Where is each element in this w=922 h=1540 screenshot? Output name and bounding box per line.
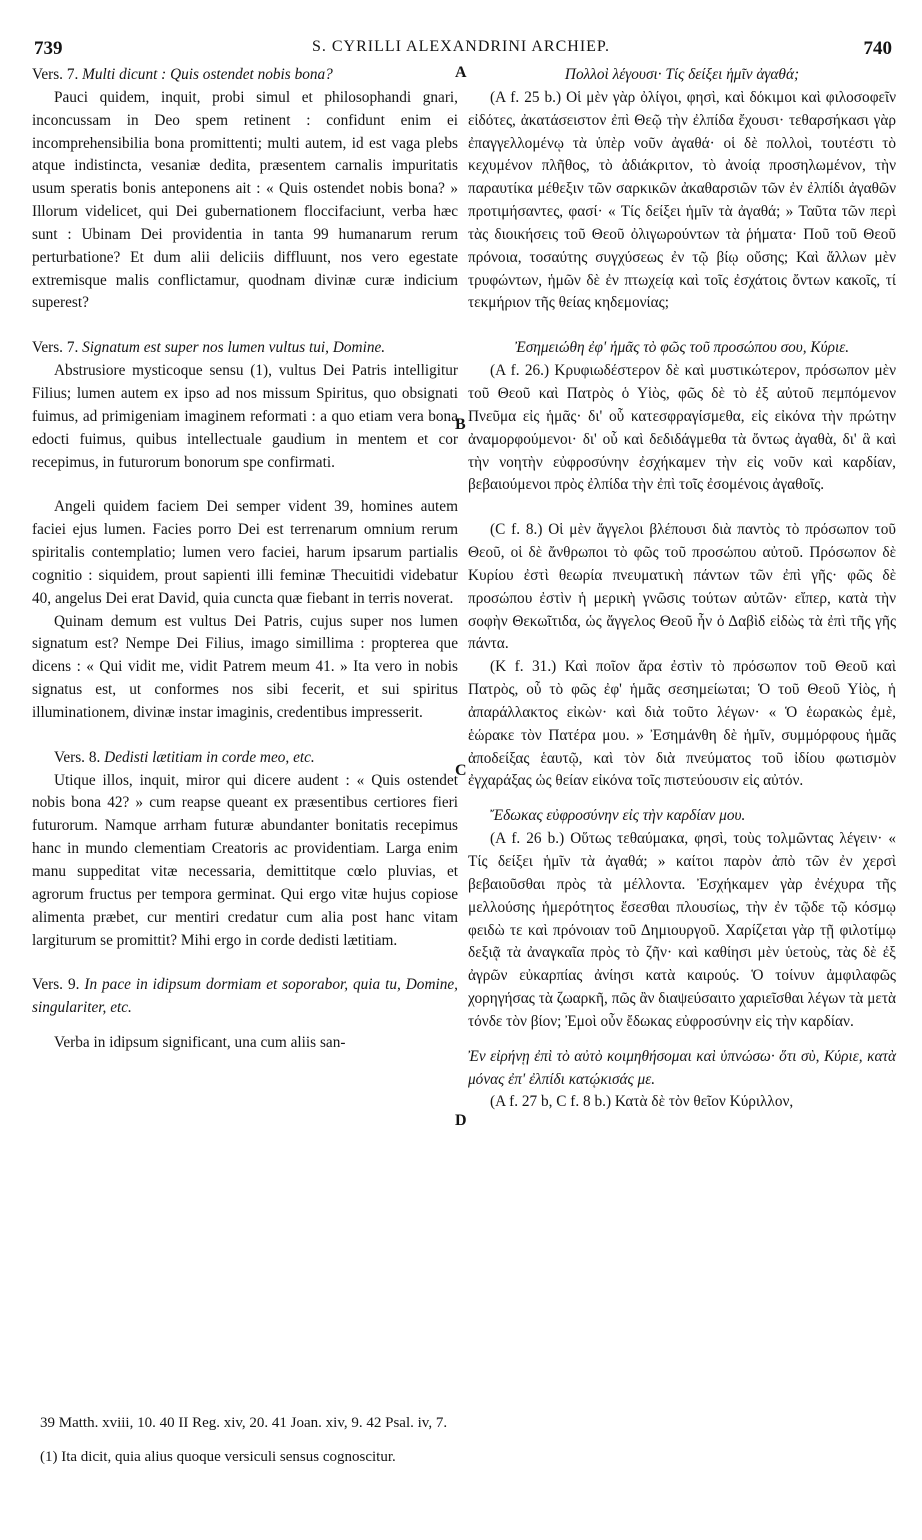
latin-paragraph: Abstrusiore mysticoque sensu (1), vultus Dei Patris intelligitur Filius; lumen autem ex ipso ad nos missum Spiritus, quo obsignati fuimus, ad primigeniam imaginem reformati : a quo etiam vera bona edocti fuimus, quibus intellectuale gaudium in mentem et cor recepimus, in futurorum bonorum spe confirmati.: [32, 362, 458, 471]
greek-paragraph: (A f. 26.) Κρυφιωδέστερον δὲ καὶ μυστικώτερον, πρόσωπον μὲν τοῦ Θεοῦ καὶ Πατρὸς ὁ Υἱὸς, φῶς δὲ τὸ ἐξ αὐτοῦ πεμπόμενον Πνεῦμα εἰς ἡμᾶς· δι' οὗ κατεσφραγίσμεθα, εἰς εἰκόνα τὴν πρώτην ἀναμορφούμενοι· δι' οὗ καὶ δεδιδάγμεθα τὰ ὄντως ἀγαθὰ, δι' ἃ καὶ τὴν νοητὴν εὐφροσύνην ἐσχήκαμεν τὴν εἰς νοῦν καὶ καρδίαν, βεβαιούμενοι πρὸς ἐλπίδα τὴν ἐπὶ τοῖς ἐσομένοις ἀγαθοῖς.: [468, 362, 896, 494]
greek-verse-heading: Ἐσημειώθη ἐφ' ἡμᾶς τὸ φῶς τοῦ προσώπου σου, Κύριε.: [514, 339, 850, 357]
greek-verse-heading: Πολλοὶ λέγουσι· Τίς δείξει ἡμῖν ἀγαθά;: [564, 66, 800, 83]
latin-verse-heading: [32, 337, 458, 360]
right-page-number: 740: [863, 38, 892, 59]
running-title: S. CYRILLI ALEXANDRINI ARCHIEP.: [311, 38, 611, 55]
greek-column: [468, 64, 896, 1114]
greek-paragraph: (K f. 31.) Καὶ ποῖον ἄρα ἐστὶν τὸ πρόσωπον τοῦ Θεοῦ καὶ Πατρὸς, οὗ τὸ φῶς ἐφ' ἡμᾶς σεσημείωται; Ὁ τοῦ Θεοῦ Υἱὸς, ἡ ἀπαράλλακτος εἰκὼν· καὶ διὰ τοῦτο λέγων· « Ὁ ἑωρακὼς ἐμὲ, ἑώρακε τὸν Πατέρα μου. » Ἐσημάνθη δὲ ἡμῖν, συμμόρφους ἡμᾶς ἀποδείξας ἑαυτῷ, καὶ τὸν διὰ πνεύματος τοῦ ἰδίου φωτισμὸν ἐγχαράξας ὡς θείαν εἰκόνα τοῖς πιστεύουσιν εἰς αὐτόν.: [468, 658, 896, 790]
footnote-note: (1) Ita dicit, quia alius quoque versiculi sensus cognoscitur.: [40, 1449, 396, 1465]
latin-verse-heading: [32, 64, 458, 87]
verse-text: Signatum est super nos lumen vultus tui, Domine.: [82, 339, 386, 357]
latin-column: [32, 64, 458, 1055]
latin-verse-heading: [32, 974, 458, 1020]
verse-text: In pace in idipsum dormiam et soporabor, quia tu, Domine, singulariter, etc.: [32, 976, 459, 1017]
margin-mark-c: C: [455, 762, 467, 779]
margin-mark-b: B: [455, 416, 466, 433]
latin-verse-heading: [32, 747, 458, 770]
greek-verse-heading: Ἔδωκας εὐφροσύνην εἰς τὴν καρδίαν μου.: [490, 807, 746, 825]
latin-paragraph: Verba in idipsum significant, una cum aliis san-: [54, 1034, 346, 1052]
verse-label: Vers. 7.: [32, 339, 79, 357]
margin-mark-a: A: [455, 64, 467, 81]
greek-paragraph: (A f. 26 b.) Οὕτως τεθαύμακα, φησὶ, τοὺς τολμῶντας λέγειν· « Τίς δείξει ἡμῖν τὰ ἀγαθά; » καίτοι παρὸν ἀπὸ τῶν ἐν χερσὶ βεβαιοῦσθαι πρὸς τὰ μέλλοντα. Ἐσχήκαμεν γὰρ ἐνέχυρα τῆς μελλούσης ἡμερότητος ἔσεσθαι πλουσίως, τὴν ἐν τῷδε τῷ κόσμῳ φειδὼ τε καὶ πρόνοιαν τοῦ Δημιουργοῦ. Χαρίζεται γὰρ τῇ φιλοτίμῳ δεξιᾷ τὰ ἀναγκαῖα πρὸς τὸ ζῆν· καὶ καθίησι μὲν ὑετοὺς, τὰς δὲ ἐξ ἀγρῶν εὐκαρπίας ἀνίησι κατὰ καιρούς. Ὁ τοίνυν ἀμφιλαφῶς χορηγήσας τὰ ζωαρκῆ, πῶς ἂν διαψεύσαιτο χαριεῖσθαι λέγων τὰ μετὰ τόνδε τὸν βίον; Ἐμοὶ οὖν ἔδωκας εὐφροσύνην εἰς τὴν καρδίαν.: [468, 830, 896, 1030]
footnote-references: 39 Matth. xviii, 10. 40 II Reg. xiv, 20. 41 Joan. xiv, 9. 42 Psal. iv, 7.: [40, 1415, 448, 1431]
verse-label: Vers. 7.: [32, 66, 79, 83]
latin-paragraph: Angeli quidem faciem Dei semper vident 39, homines autem faciei ejus lumen. Facies porro Dei est terrenarum omnium rerum spiritalis contemplatio; lumen vero faciei, harum ipsarum partialis cognitio : siquidem, prout sapienti illi feminæ Thecuitidi videbatur 40, angelus Dei erat David, quia cuncta quæ fiebant in terris noverat.: [32, 498, 458, 607]
verse-text: Dedisti lætitiam in corde meo, etc.: [104, 748, 315, 766]
latin-paragraph: Quinam demum est vultus Dei Patris, cujus super nos lumen signatum est? Nempe Dei Filius, imago simillima : propterea que dicens : « Qui vidit me, vidit Patrem meum 41. » Ita vero in nobis signatus est, ut conformes nos sibi fecerit, et sui spiritus illuminationem, divinæ instar imaginis, credentibus impresserit.: [32, 612, 458, 721]
greek-paragraph: (A f. 25 b.) Οἱ μὲν γὰρ ὀλίγοι, φησὶ, καὶ δόκιμοι καὶ φιλοσοφεῖν εἰδότες, ἀκατάσειστον ἐπὶ Θεῷ τὴν ἐλπίδα ἔχουσι· τεθαρσήκασι γὰρ ἐπαγγελλομένῳ τὰ ὑπὲρ νοῦν ἀγαθά· οἱ δὲ πολλοὶ, τουτέστι τὸ κεχυμένον πλῆθος, τὸ ἀδιάκριτον, τὸ ἀνοίᾳ προσηλωμένον, τὴν παραυτίκα μέθεξιν τῶν σαρκικῶν ἀκαθαρσιῶν τῶν ἐν ἐλπίδι ἀγαθῶν προτιμήσαντες, φασί· « Τίς δείξει ἡμῖν τὰ ἀγαθά; » Ταῦτα τῶν περὶ τὰς διοικήσεις τοῦ Θεοῦ ὀλιγωρούντων τὰ ῥήματα· Ποῦ τοῦ Θεοῦ πρόνοια, τοσαύτης συγχύσεως ἐν τῷ βίῳ οὔσης; Καὶ ἄλλων μὲν τρυφώντων, ἡμῶν δὲ ἐν πτωχείᾳ καὶ τοῖς ἐσχάτοις ὄντων κακοῖς, τί τεκμήριον τῆς θείας κηδεμονίας;: [468, 88, 896, 312]
verse-text: Multi dicunt : Quis ostendet nobis bona?: [82, 66, 333, 83]
latin-paragraph: Utique illos, inquit, miror qui dicere audent : « Quis ostendet nobis bona 42? » cum reapse queant ex præsentibus certiores fieri futurorum. Namque arrham futuræ abundanter bonitatis recepimus hanc in mundo clementiam Creatoris ac providentiam. Larga enim manu suppeditat vitæ necessaria, demittitque cœlo pluvias, et agrorum fructus per tempora germinat. Qui ergo vitæ hujus copiose alimenta præbet, cur mentiri credatur cum alia post hanc vitam largiturum se promittit? Mihi ergo in corde dedisti lætitiam.: [32, 771, 458, 949]
left-page-number: 739: [34, 38, 63, 59]
latin-paragraph: Pauci quidem, inquit, probi simul et philosophandi gnari, inconcussam in Deo spem retinent : confidunt enim ei incomprehensibilia bona promittenti; multi autem, id est vaga plebs atque indistincta, vesaniæ dedita, præsentem carnalis impuritatis usum speratis bonis anteponens ait : « Quis ostendet nobis bona? » Illorum videlicet, qui Dei gubernationem floccifaciunt, verba hæc sunt : Ubinam Dei providentia in tanta 99 humanarum rerum perturbatione? Et dum alii deliciis diffluunt, nos vero egestate extremisque malis conflictamur, quodnam divinæ curæ indicium superest?: [32, 88, 458, 312]
greek-verse-heading: Ἐν εἰρήνῃ ἐπὶ τὸ αὐτὸ κοιμηθήσομαι καὶ ὑπνώσω· ὅτι σὺ, Κύριε, κατὰ μόνας ἐπ' ἐλπίδι κατῴκισάς με.: [468, 1047, 896, 1088]
margin-mark-d: D: [455, 1112, 467, 1129]
greek-paragraph: (A f. 27 b, C f. 8 b.) Κατὰ δὲ τὸν θεῖον Κύριλλον,: [490, 1093, 794, 1111]
greek-paragraph: (C f. 8.) Οἱ μὲν ἄγγελοι βλέπουσι διὰ παντὸς τὸ πρόσωπον τοῦ Θεοῦ, οἱ δὲ ἄνθρωποι τὸ φῶς τοῦ προσώπου αὐτοῦ. Πρόσωπον δὲ Κυρίου ἐστὶ θεωρία πνευματικὴ πάντων τῶν ἐπὶ γῆς· φῶς δὲ προσώπου ἐστὶν ἡ μερικὴ γνῶσις τούτων αὐτῶν· εἴπερ, κατὰ τὴν σοφὴν Θεκωῖτιδα, ὡς ἄγγελος Θεοῦ ἦν ὁ Δαβὶδ εἰδὼς τὰ ἐπὶ τῆς γῆς πάντα.: [468, 521, 896, 653]
verse-label: Vers. 9.: [32, 976, 80, 994]
verse-label: Vers. 8.: [54, 748, 101, 766]
